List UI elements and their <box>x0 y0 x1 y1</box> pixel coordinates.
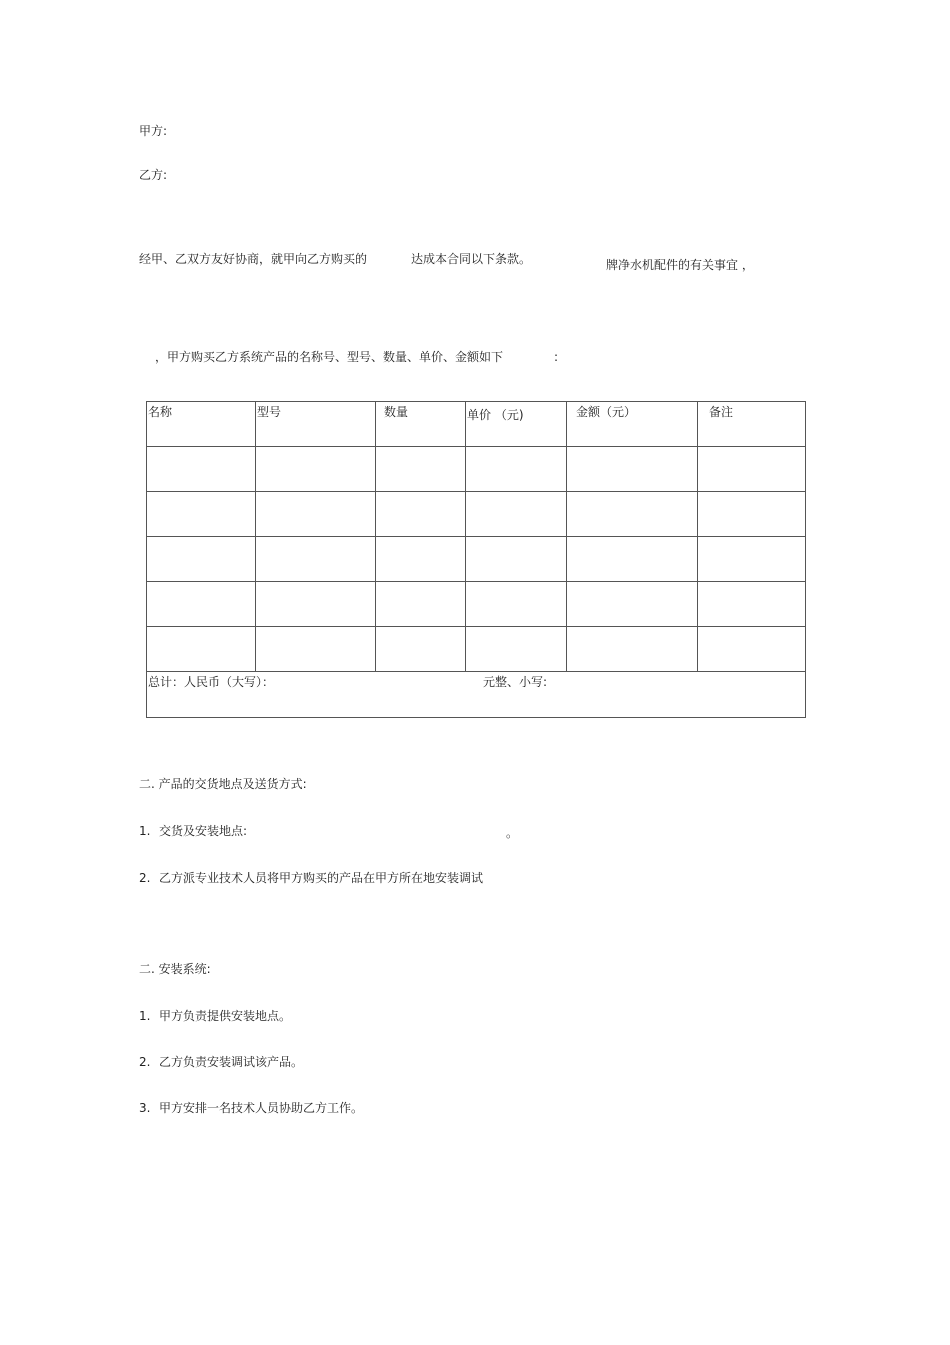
table-cell[interactable] <box>567 447 698 492</box>
list-text: 甲方安排一名技术人员协助乙方工作。 <box>159 1101 364 1115</box>
table-row <box>147 447 806 492</box>
table-row <box>147 582 806 627</box>
table-cell[interactable] <box>698 537 806 582</box>
table-cell[interactable] <box>466 582 567 627</box>
table-cell[interactable] <box>698 627 806 672</box>
table-cell[interactable] <box>466 627 567 672</box>
list-text: 乙方派专业技术人员将甲方购买的产品在甲方所在地安装调试 <box>159 871 484 885</box>
section2-item-1-end: 。 <box>506 826 519 840</box>
table-total-row <box>147 672 806 718</box>
table-cell[interactable] <box>466 537 567 582</box>
table-cell[interactable] <box>256 627 376 672</box>
header-remarks: 备注 <box>709 405 734 419</box>
party-b-label: 乙方: <box>139 168 168 182</box>
header-amount: 金额（元） <box>576 405 637 419</box>
list-text: 甲方负责提供安装地点。 <box>159 1009 292 1023</box>
table-cell[interactable] <box>256 492 376 537</box>
table-cell[interactable] <box>567 582 698 627</box>
list-number: 1. <box>139 1009 151 1023</box>
table-cell[interactable] <box>466 447 567 492</box>
table-cell[interactable] <box>567 627 698 672</box>
intro-text-part2: 达成本合同以下条款。 <box>411 252 532 266</box>
table-cell[interactable] <box>147 582 256 627</box>
header-unit-price: 单价 （元) <box>467 408 524 422</box>
section1-heading: ，甲方购买乙方系统产品的名称号、型号、数量、单价、金额如下 <box>155 350 504 364</box>
section3-heading: 二. 安装系统: <box>139 962 211 976</box>
table-header-cell <box>466 402 567 447</box>
header-model: 型号 <box>257 405 282 419</box>
table-cell[interactable] <box>256 447 376 492</box>
list-number: 2. <box>139 871 151 885</box>
table-cell[interactable] <box>147 627 256 672</box>
list-text: 乙方负责安装调试该产品。 <box>159 1055 304 1069</box>
party-a-label: 甲方: <box>139 124 168 138</box>
table-cell[interactable] <box>567 537 698 582</box>
table-cell[interactable] <box>466 492 567 537</box>
table-cell[interactable] <box>376 627 466 672</box>
list-number: 2. <box>139 1055 151 1069</box>
table-cell[interactable] <box>147 447 256 492</box>
header-quantity: 数量 <box>384 405 409 419</box>
section3-item-1 <box>139 1009 291 1023</box>
table-header-cell <box>376 402 466 447</box>
table-total-cell[interactable] <box>147 672 806 718</box>
list-number: 3. <box>139 1101 151 1115</box>
section2-item-1 <box>139 824 247 838</box>
table-header-cell <box>256 402 376 447</box>
table-cell[interactable] <box>147 537 256 582</box>
table-cell[interactable] <box>698 582 806 627</box>
table-row <box>147 627 806 672</box>
section1-heading-colon: : <box>554 350 559 364</box>
table-row <box>147 492 806 537</box>
list-text: 交货及安装地点: <box>159 824 248 838</box>
table-header-cell <box>567 402 698 447</box>
table-row <box>147 537 806 582</box>
table-cell[interactable] <box>376 537 466 582</box>
total-label: 总计：人民币（大写）： <box>148 675 275 689</box>
section2-heading: 二. 产品的交货地点及送货方式: <box>139 777 307 791</box>
table-cell[interactable] <box>376 582 466 627</box>
table-cell[interactable] <box>698 447 806 492</box>
list-number: 1. <box>139 824 151 838</box>
table-cell[interactable] <box>256 582 376 627</box>
section3-item-2 <box>139 1055 303 1069</box>
table-cell[interactable] <box>567 492 698 537</box>
intro-text-part3: 牌净水机配件的有关事宜 ， <box>606 258 754 272</box>
table-cell[interactable] <box>376 447 466 492</box>
table-header-row <box>147 402 806 447</box>
section3-item-3 <box>139 1101 363 1115</box>
table-cell[interactable] <box>147 492 256 537</box>
intro-text-part1: 经甲、乙双方友好协商，就甲向乙方购买的 <box>139 252 368 266</box>
table-cell[interactable] <box>698 492 806 537</box>
total-suffix: 元整、小写: <box>483 675 548 689</box>
section2-item-2 <box>139 871 483 885</box>
table-header-cell <box>147 402 256 447</box>
table-cell[interactable] <box>376 492 466 537</box>
header-name: 名称 <box>148 405 173 419</box>
table-header-cell <box>698 402 806 447</box>
table-cell[interactable] <box>256 537 376 582</box>
product-table <box>146 401 806 718</box>
